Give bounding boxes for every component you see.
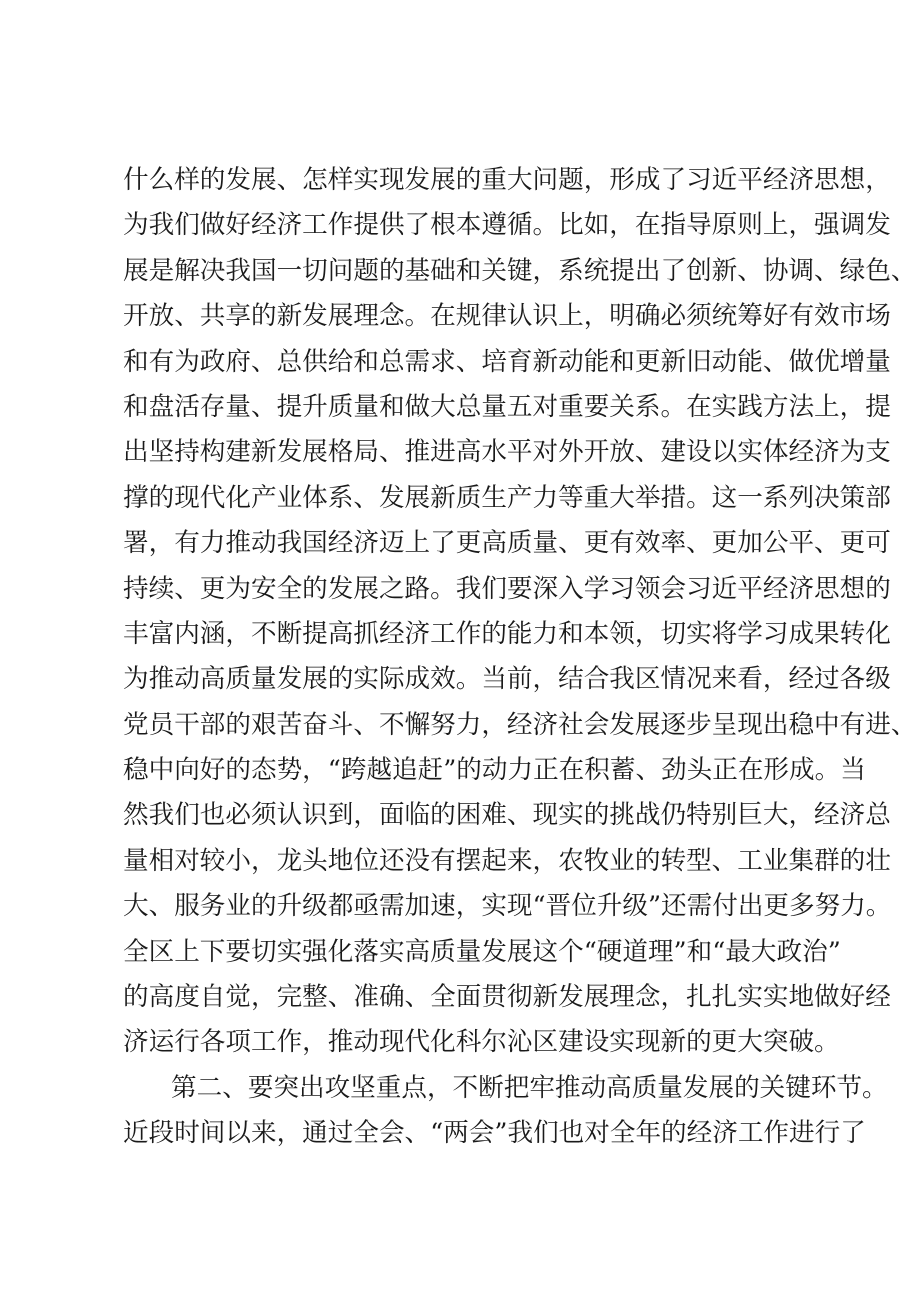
text-line: 然我们也必须认识到，面临的困难、现实的挑战仍特别巨大，经济总 (123, 800, 891, 831)
text-line: 为推动高质量发展的实际成效。当前，结合我区情况来看，经过各级 (123, 664, 891, 695)
text-line: 近段时间以来，通过全会、“两会”我们也对全年的经济工作进行了 (123, 1118, 866, 1149)
text-line: 济运行各项工作，推动现代化科尔沁区建设实现新的更大突破。 (123, 1027, 840, 1058)
text-line: 丰富内涵，不断提高抓经济工作的能力和本领，切实将学习成果转化 (123, 618, 891, 649)
text-line: 持续、更为安全的发展之路。我们要深入学习领会习近平经济思想的 (123, 573, 891, 604)
text-line: 量相对较小，龙头地位还没有摆起来，农牧业的转型、工业集群的壮 (123, 845, 891, 876)
text-line: 撑的现代化产业体系、发展新质生产力等重大举措。这一系列决策部 (123, 482, 891, 513)
text-line: 开放、共享的新发展理念。在规律认识上，明确必须统筹好有效市场 (123, 301, 891, 332)
text-line: 和盘活存量、提升质量和做大总量五对重要关系。在实践方法上，提 (123, 391, 891, 422)
text-line: 全区上下要切实强化落实高质量发展这个“硬道理”和“最大政治” (123, 936, 841, 967)
text-line: 大、服务业的升级都亟需加速，实现“晋位升级”还需付出更多努力。 (123, 891, 892, 922)
body-text (123, 158, 917, 1157)
section-heading-line: 第二、要突出攻坚重点，不断把牢推动高质量发展的关键环节。 (171, 1072, 888, 1103)
text-line: 展是解决我国一切问题的基础和关键，系统提出了创新、协调、绿色、 (123, 255, 917, 286)
text-line: 稳中向好的态势，“跨越追赶”的动力正在积蓄、劲头正在形成。当 (123, 755, 866, 786)
text-line: 和有为政府、总供给和总需求、培育新动能和更新旧动能、做优增量 (123, 346, 891, 377)
text-line: 什么样的发展、怎样实现发展的重大问题，形成了习近平经济思想， (123, 165, 891, 195)
text-line: 署，有力推动我国经济迈上了更高质量、更有效率、更加公平、更可 (123, 528, 891, 559)
text-line: 出坚持构建新发展格局、推进高水平对外开放、建设以实体经济为支 (123, 437, 891, 468)
text-line: 为我们做好经济工作提供了根本遵循。比如，在指导原则上，强调发 (123, 210, 891, 241)
text-line: 党员干部的艰苦奋斗、不懈努力，经济社会发展逐步呈现出稳中有进、 (123, 709, 917, 740)
text-line: 的高度自觉，完整、准确、全面贯彻新发展理念，扎扎实实地做好经 (123, 982, 891, 1013)
